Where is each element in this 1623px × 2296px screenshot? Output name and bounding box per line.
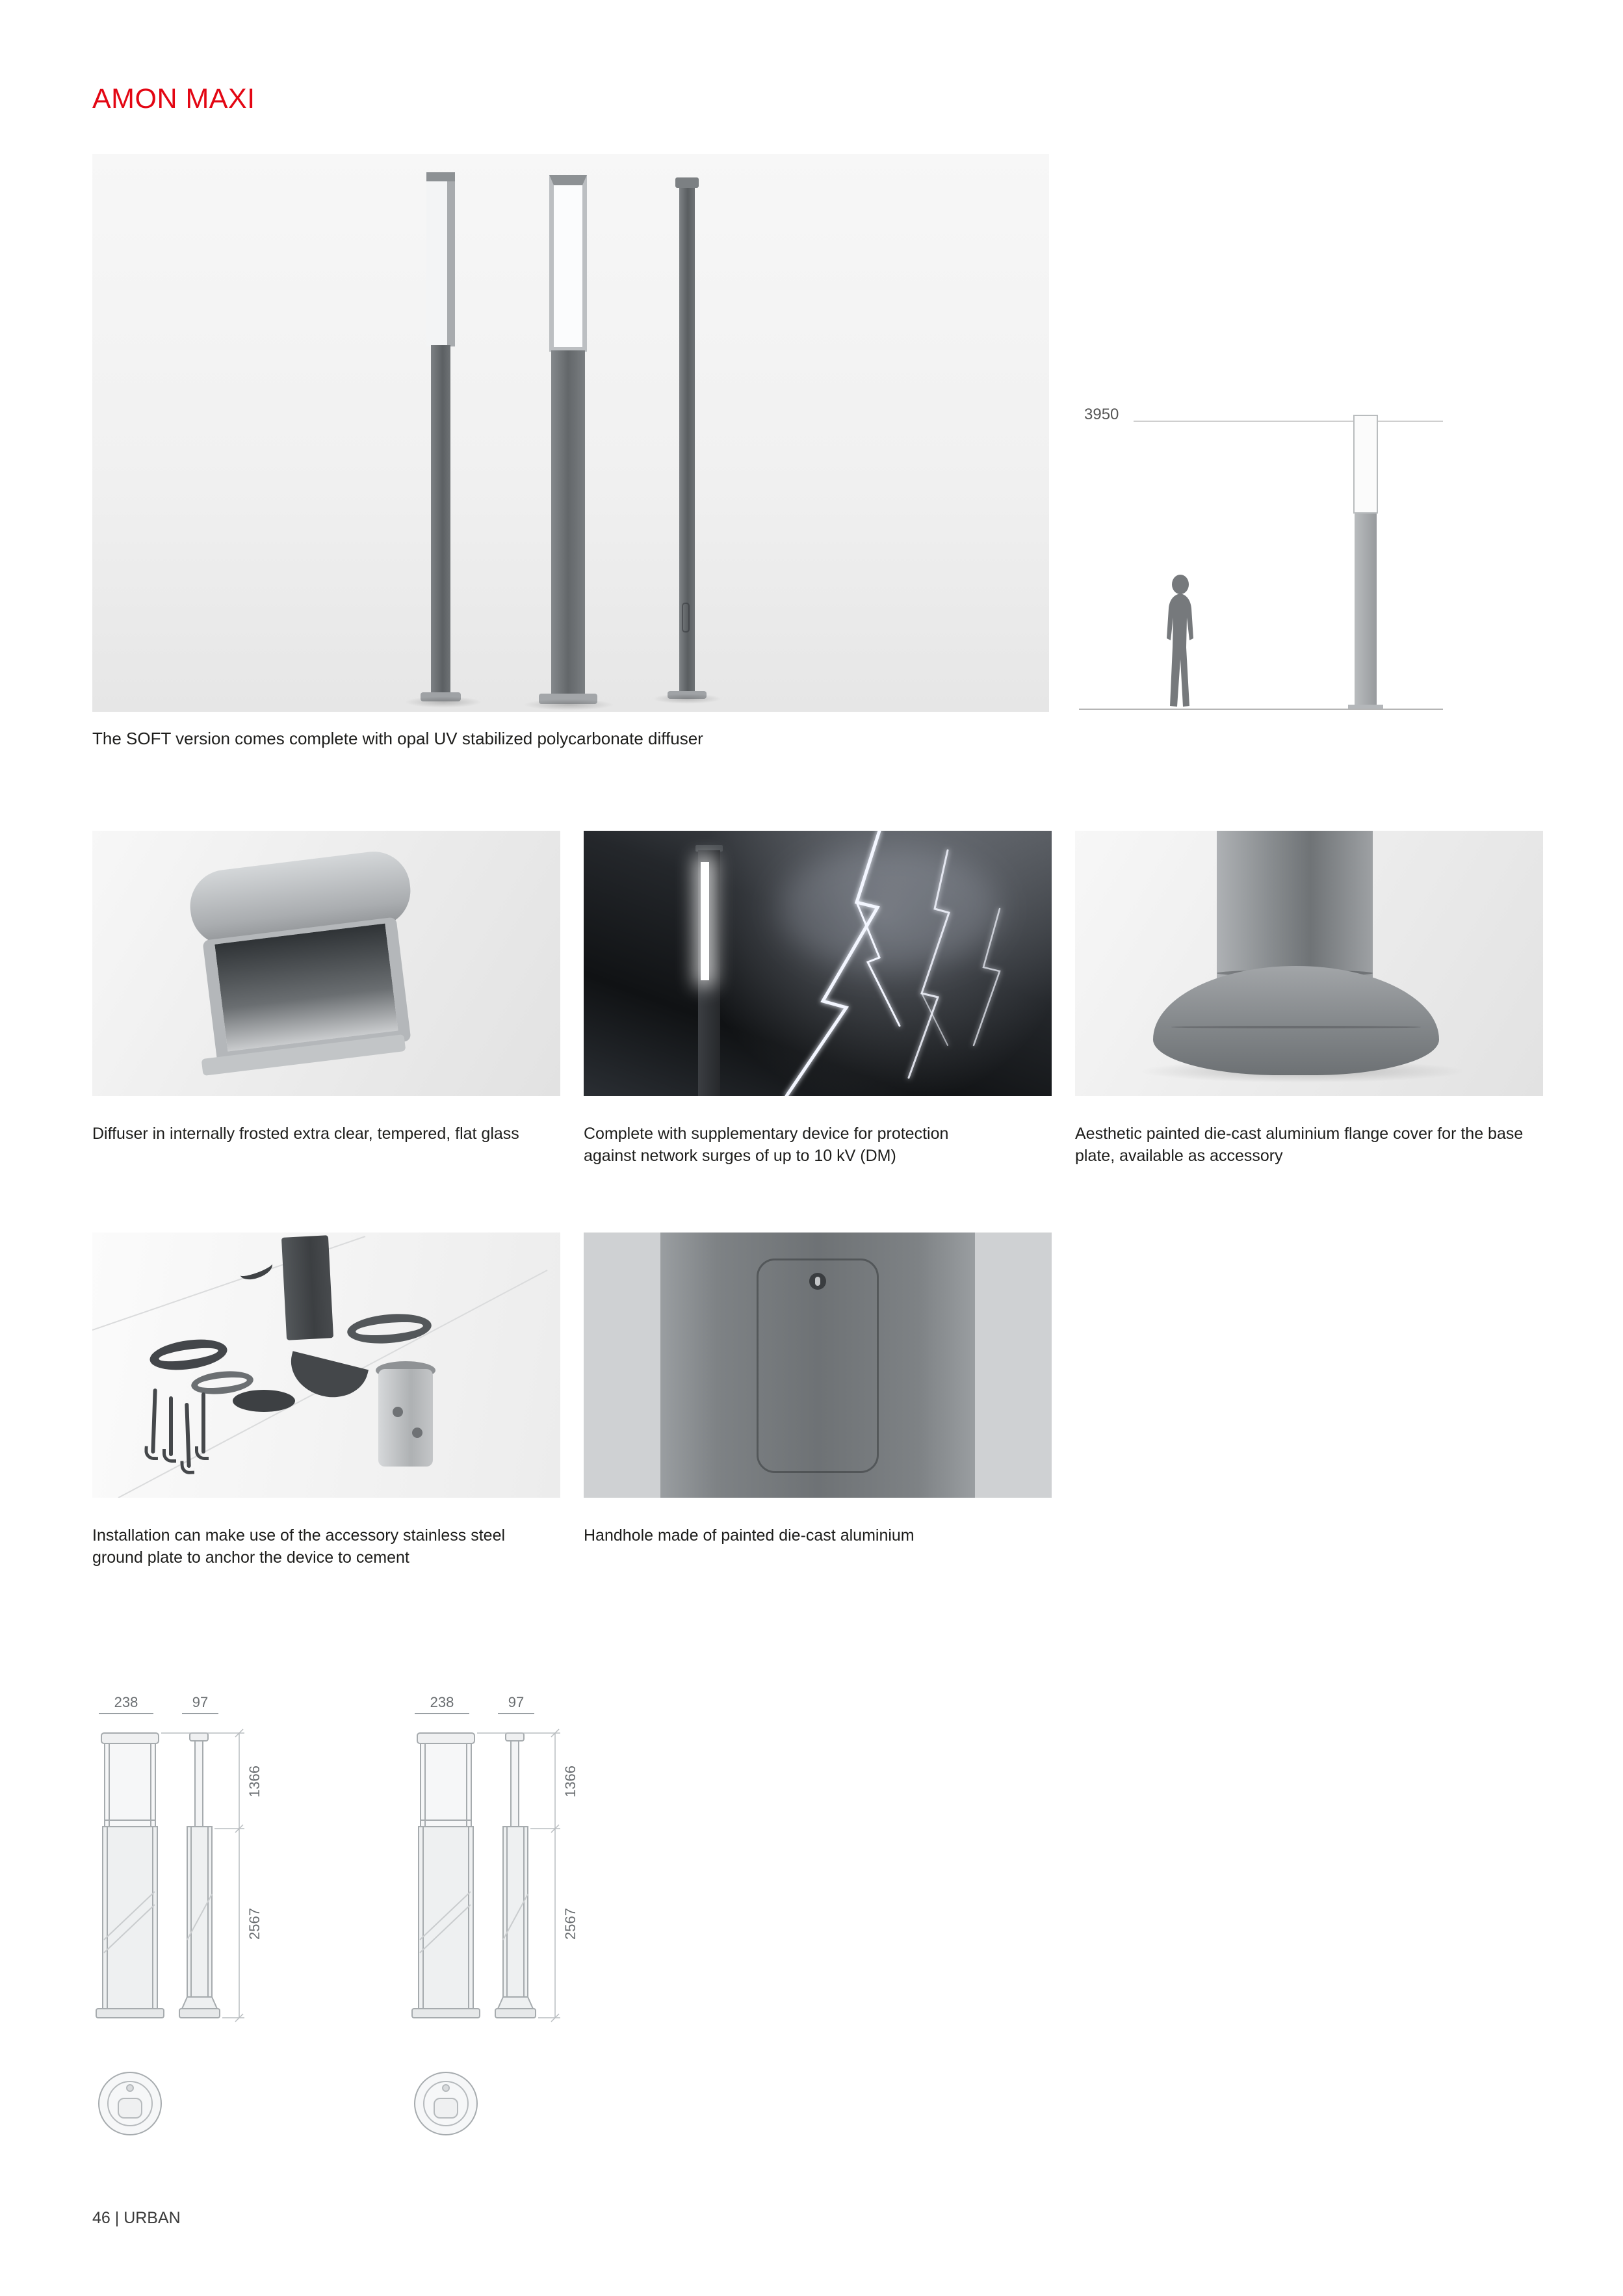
handhole-screw-icon — [809, 1273, 826, 1290]
pole-soft-side-shaft — [431, 345, 450, 696]
feature-caption-surge-protection: Complete with supplementary device for protection against network surges of up to 10 kV (DM) — [584, 1125, 949, 1165]
page-title: AMON MAXI — [92, 83, 255, 114]
feature-image-ground-plate — [92, 1233, 560, 1498]
base-plate — [233, 1390, 295, 1412]
flange-cover-dome — [1153, 966, 1439, 1075]
dimension-drawing-group-1 — [91, 1694, 455, 2175]
lightning-graphic — [584, 831, 1052, 1096]
dimension-drawing-group-2 — [407, 1694, 771, 2175]
feature-image-diffuser — [92, 831, 560, 1096]
page-footer: 46 | URBAN — [92, 2209, 181, 2227]
storm-pole-light-strip — [701, 862, 709, 980]
pole-stub — [281, 1235, 333, 1340]
upper-height-dimension-label: 1366 — [562, 1765, 578, 1797]
anchor-bolt — [169, 1396, 173, 1456]
height-dimension-label: 3950 — [1084, 406, 1119, 423]
feature-caption-ground-plate: Installation can make use of the accessory stainless steel ground plate to anchor the device to cement — [92, 1526, 506, 1567]
diagram-pole-luminaire — [1353, 415, 1378, 514]
feature-image-flange-cover — [1075, 831, 1543, 1096]
hero-product-image — [92, 154, 1049, 712]
handhole-door — [757, 1259, 879, 1473]
pole-side-spine — [447, 181, 455, 346]
upper-height-dimension-label: 1366 — [246, 1765, 263, 1797]
foundation-sleeve — [378, 1369, 433, 1467]
sleeve-hole — [393, 1407, 403, 1417]
pole-shadow — [521, 699, 616, 711]
lower-height-dimension-label: 2567 — [246, 1907, 263, 1940]
pole-plain-handhole — [682, 603, 690, 633]
lower-height-dimension-label: 2567 — [562, 1907, 578, 1940]
width-dimension-label: 97 — [498, 1694, 534, 1714]
pole-soft-front-luminaire — [549, 175, 587, 352]
width-dimension-label: 238 — [415, 1694, 469, 1714]
feature-image-handhole — [584, 1233, 1052, 1498]
pole-plain-cap — [675, 177, 699, 188]
width-dimension-label: 97 — [182, 1694, 218, 1714]
anchor-bolt — [201, 1392, 205, 1454]
pole-soft-side-luminaire — [426, 172, 455, 346]
dimension-top-line — [1134, 421, 1443, 422]
flange-seam-line — [1171, 1026, 1421, 1028]
hero-caption: The SOFT version comes complete with opal UV stabilized polycarbonate diffuser — [92, 729, 703, 748]
feature-caption-diffuser: Diffuser in internally frosted extra clear, tempered, flat glass — [92, 1125, 519, 1143]
ground-line — [1079, 709, 1443, 710]
pole-soft-front-shaft — [551, 350, 585, 698]
pole-shadow — [651, 694, 723, 704]
feature-image-surge-protection — [584, 831, 1052, 1096]
pole-shadow — [403, 696, 484, 708]
feature-caption-flange-cover: Aesthetic painted die-cast aluminium flange cover for the base plate, available as accessory — [1075, 1125, 1524, 1165]
width-dimension-label: 238 — [99, 1694, 153, 1714]
person-silhouette-icon — [1156, 575, 1204, 710]
diagram-pole-shaft — [1355, 514, 1377, 705]
feature-caption-handhole: Handhole made of painted die-cast aluminium — [584, 1526, 915, 1545]
sleeve-hole — [412, 1428, 422, 1438]
height-diagram — [1079, 389, 1443, 718]
